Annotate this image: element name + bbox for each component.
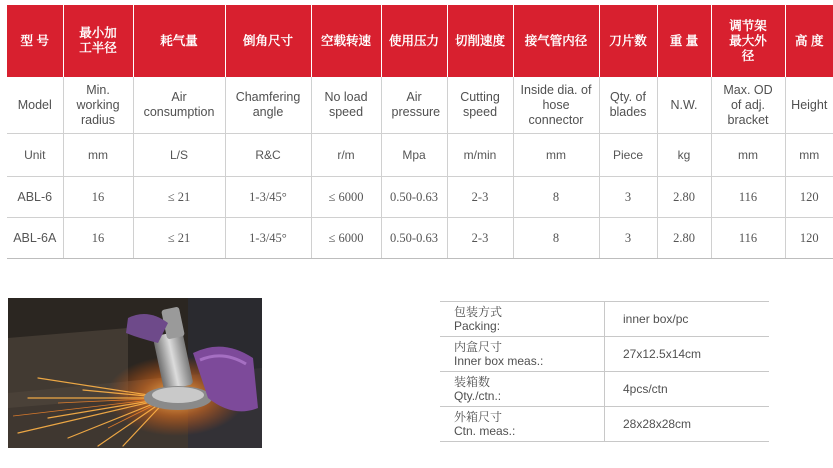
en-height: Height <box>785 77 833 134</box>
table-cell: ≤ 21 <box>133 218 225 259</box>
header-model: 型 号 <box>7 5 63 77</box>
header-weight: 重 量 <box>657 5 711 77</box>
en-min-radius: Min. working radius <box>63 77 133 134</box>
header-no-load-speed: 空载转速 <box>311 5 381 77</box>
packing-label <box>440 407 605 442</box>
packing-value: 27x12.5x14cm <box>605 337 770 372</box>
unit-cell: Mpa <box>381 134 447 177</box>
packing-label-cn: 外箱尺寸 <box>454 410 503 424</box>
table-cell: 8 <box>513 177 599 218</box>
table-cell: 116 <box>711 177 785 218</box>
unit-cell: R&C <box>225 134 311 177</box>
product-photo <box>8 298 262 448</box>
packing-label <box>440 372 605 407</box>
header-air-consumption: 耗气量 <box>133 5 225 77</box>
unit-cell: mm <box>785 134 833 177</box>
header-min-radius: 最小加工半径 <box>63 5 133 77</box>
en-cutting-speed: Cutting speed <box>447 77 513 134</box>
cell-model: ABL-6 <box>7 177 63 218</box>
header-row-cn <box>7 5 833 77</box>
header-height: 高 度 <box>785 5 833 77</box>
en-bracket-od: Max. OD of adj. bracket <box>711 77 785 134</box>
table-cell: ≤ 6000 <box>311 218 381 259</box>
table-cell: 16 <box>63 177 133 218</box>
header-chamfer: 倒角尺寸 <box>225 5 311 77</box>
table-cell: 3 <box>599 177 657 218</box>
packing-table <box>440 301 769 442</box>
unit-cell: mm <box>63 134 133 177</box>
en-pressure: Air pressure <box>381 77 447 134</box>
packing-value: 28x28x28cm <box>605 407 770 442</box>
table-cell: 2.80 <box>657 218 711 259</box>
packing-label-cn: 装箱数 <box>454 375 491 389</box>
table-row <box>7 177 833 218</box>
table-cell: 1-3/45° <box>225 218 311 259</box>
table-cell: 0.50-0.63 <box>381 177 447 218</box>
header-blades: 刀片数 <box>599 5 657 77</box>
en-hose-dia: Inside dia. of hose connector <box>513 77 599 134</box>
table-cell: 3 <box>599 218 657 259</box>
english-header-row <box>7 77 833 134</box>
unit-cell: kg <box>657 134 711 177</box>
product-photo-illustration <box>8 298 262 448</box>
table-cell: 120 <box>785 218 833 259</box>
packing-label-en: Inner box meas.: <box>454 354 544 368</box>
en-chamfer: Chamfering angle <box>225 77 311 134</box>
unit-cell: mm <box>513 134 599 177</box>
table-cell: ≤ 6000 <box>311 177 381 218</box>
packing-label <box>440 302 605 337</box>
table-cell: 1-3/45° <box>225 177 311 218</box>
cell-model: ABL-6A <box>7 218 63 259</box>
table-cell: 116 <box>711 218 785 259</box>
packing-label-cn: 包装方式 <box>454 305 503 319</box>
packing-row <box>440 407 769 442</box>
table-cell: 2-3 <box>447 177 513 218</box>
packing-row <box>440 302 769 337</box>
packing-label-en: Packing: <box>454 319 501 333</box>
spec-table <box>7 5 833 259</box>
unit-cell: mm <box>711 134 785 177</box>
table-cell: 120 <box>785 177 833 218</box>
packing-label-en: Ctn. meas.: <box>454 424 516 438</box>
unit-cell: Piece <box>599 134 657 177</box>
header-pressure: 使用压力 <box>381 5 447 77</box>
table-row <box>7 218 833 259</box>
unit-row <box>7 134 833 177</box>
en-no-load-speed: No load speed <box>311 77 381 134</box>
packing-label <box>440 337 605 372</box>
unit-cell: m/min <box>447 134 513 177</box>
packing-row <box>440 337 769 372</box>
packing-row <box>440 372 769 407</box>
en-model: Model <box>7 77 63 134</box>
header-cutting-speed: 切削速度 <box>447 5 513 77</box>
header-hose-dia: 接气管内径 <box>513 5 599 77</box>
packing-value: 4pcs/ctn <box>605 372 770 407</box>
packing-value: inner box/pc <box>605 302 770 337</box>
en-weight: N.W. <box>657 77 711 134</box>
packing-label-en: Qty./ctn.: <box>454 389 502 403</box>
en-blades: Qty. of blades <box>599 77 657 134</box>
table-cell: 16 <box>63 218 133 259</box>
table-cell: 2-3 <box>447 218 513 259</box>
en-air-consumption: Air consumption <box>133 77 225 134</box>
header-bracket-od: 调节架最大外径 <box>711 5 785 77</box>
table-cell: 2.80 <box>657 177 711 218</box>
unit-cell: L/S <box>133 134 225 177</box>
table-cell: ≤ 21 <box>133 177 225 218</box>
table-cell: 8 <box>513 218 599 259</box>
unit-cell: r/m <box>311 134 381 177</box>
unit-cell: Unit <box>7 134 63 177</box>
packing-label-cn: 内盒尺寸 <box>454 340 503 354</box>
table-cell: 0.50-0.63 <box>381 218 447 259</box>
